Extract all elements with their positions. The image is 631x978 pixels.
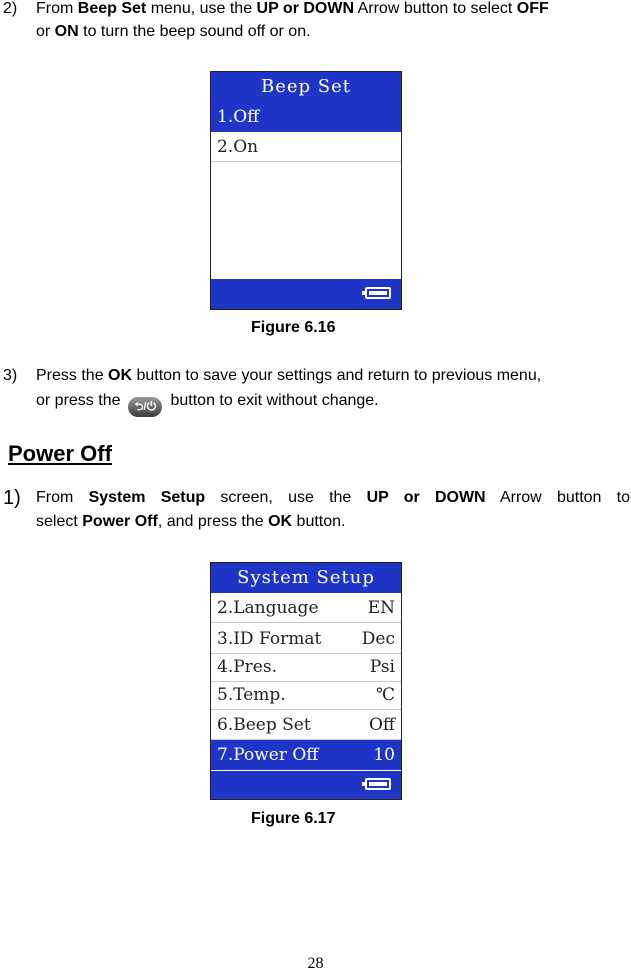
step-number: 2) bbox=[3, 0, 18, 17]
step-number: 3) bbox=[3, 367, 18, 384]
battery-icon bbox=[365, 778, 391, 790]
section-heading: Power Off bbox=[8, 441, 112, 466]
menu-item-off[interactable]: 1.Off bbox=[211, 102, 401, 132]
screen-title: Beep Set bbox=[211, 72, 401, 102]
step1-line1: From System Setup screen, use the UP or DOWN Arrow button to bbox=[36, 489, 631, 506]
figure-caption: Figure 6.16 bbox=[251, 319, 336, 336]
figure-caption: Figure 6.17 bbox=[251, 810, 336, 827]
menu-item-language[interactable]: 2.Language EN bbox=[211, 593, 401, 623]
status-bar bbox=[211, 771, 401, 799]
step2-line1: From Beep Set menu, use the UP or DOWN Arrow button to select OFF bbox=[36, 0, 549, 17]
step1-line2: select Power Off, and press the OK button. bbox=[36, 513, 346, 530]
menu-item-pressure[interactable]: 4.Pres. Psi bbox=[211, 652, 401, 682]
battery-icon bbox=[365, 287, 391, 299]
step2-line2: or ON to turn the beep sound off or on. bbox=[36, 23, 311, 40]
screen-title: System Setup bbox=[211, 563, 401, 593]
status-bar bbox=[211, 279, 401, 309]
menu-item-on[interactable]: 2.On bbox=[211, 132, 401, 162]
menu-item-power-off[interactable]: 7.Power Off 10 bbox=[211, 740, 401, 770]
menu-item-temperature[interactable]: 5.Temp. ℃ bbox=[211, 680, 401, 710]
step3-line1: Press the OK button to save your settings and return to previous menu, bbox=[36, 367, 542, 384]
step-number: 1) bbox=[3, 487, 21, 509]
page-number: 28 bbox=[307, 955, 324, 972]
step3-line2: or press the ⮌/⏻ button to exit without change. bbox=[36, 392, 379, 417]
menu-item-beep-set[interactable]: 6.Beep Set Off bbox=[211, 710, 401, 740]
system-setup-screen bbox=[210, 562, 402, 800]
beep-set-screen bbox=[210, 71, 402, 310]
menu-item-id-format[interactable]: 3.ID Format Dec bbox=[211, 624, 401, 654]
back-power-button-icon: ⮌/⏻ bbox=[128, 397, 162, 417]
